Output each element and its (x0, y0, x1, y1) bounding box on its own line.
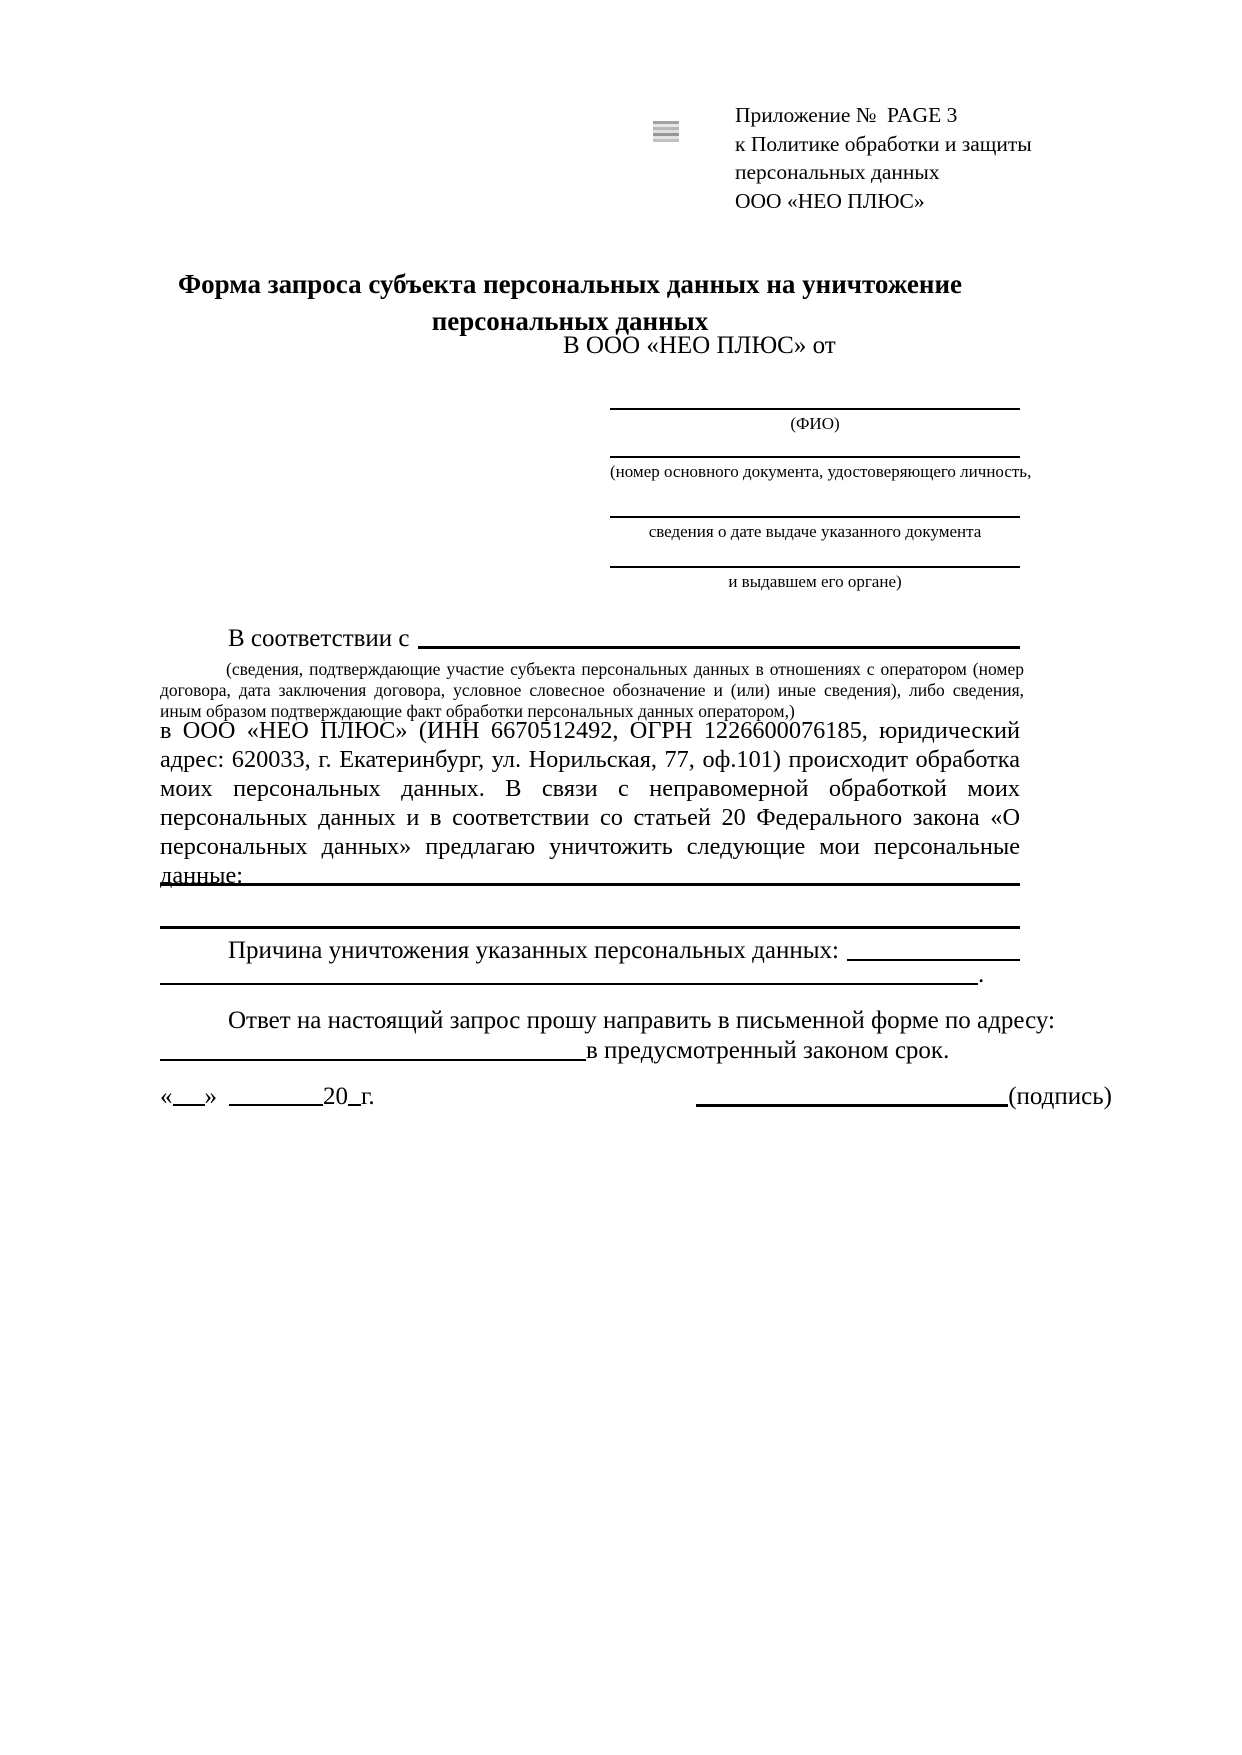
header-line-policy: к Политике обработки и защиты (735, 131, 1032, 156)
document-title (140, 266, 1000, 340)
embedded-object-artifact (653, 121, 679, 142)
date-year-suffix: г. (361, 1083, 375, 1110)
issue-date-caption: сведения о дате выдаче указанного документа (648, 522, 982, 541)
signature-group (696, 1082, 1112, 1112)
response-request-line: Ответ на настоящий запрос прошу направить в письменной форме по адресу: (228, 1007, 1055, 1034)
document-number-field (610, 456, 1032, 482)
document-number-caption: (номер основного документа, удостоверяющего личность, (610, 462, 1032, 481)
signature-blank-line (696, 1104, 1008, 1107)
date-signature-row (160, 1082, 1112, 1112)
accordance-blank-line (418, 646, 1020, 649)
header-line-appendix: Приложение № PAGE 3 (735, 103, 958, 127)
signature-caption: (подпись) (1008, 1083, 1112, 1110)
date-year-blank-line (348, 1104, 361, 1106)
issuing-authority-field (610, 566, 1020, 592)
response-address-row (160, 1036, 1020, 1066)
personal-data-blank-line-2 (160, 926, 1020, 929)
header-note (735, 101, 1035, 215)
header-line-personal-data: персональных данных (735, 160, 940, 184)
date-day-blank-line (173, 1104, 205, 1106)
reason-label: Причина уничтожения указанных персональных данных: (228, 937, 839, 964)
line-terminator-period: . (978, 961, 985, 988)
reason-row (160, 936, 1020, 966)
issue-date-field (610, 516, 1020, 542)
title-line-2: персональных данных (431, 306, 709, 336)
date-month-blank-line (229, 1104, 323, 1106)
addressee-line: В ООО «НЕО ПЛЮС» от (563, 332, 836, 359)
date-year-prefix: 20 (323, 1083, 348, 1110)
reason-blank-line (847, 959, 1020, 961)
header-line-company: ООО «НЕО ПЛЮС» (735, 188, 925, 213)
accordance-lead: В соответствии с (228, 625, 410, 652)
reason-continuation-blank-line (160, 983, 978, 985)
date-quote-open: « (160, 1083, 173, 1110)
fio-field (610, 408, 1020, 434)
date-quote-close: » (204, 1083, 217, 1110)
accordance-row (160, 624, 1020, 654)
accordance-note: (сведения, подтверждающие участие субъекта персональных данных в отношениях с оператором (номер договора, дата заключения договора, условное словесное обозначение и (или) иные сведения), либо сведения, иным образом подтверждающие факт обработки персональных данных оператором,) (160, 659, 1024, 721)
personal-data-blank-line-1 (160, 883, 1020, 886)
fio-caption: (ФИО) (790, 414, 840, 433)
body-paragraph: в ООО «НЕО ПЛЮС» (ИНН 6670512492, ОГРН 1226600076185, юридический адрес: 620033, г. Екатеринбург, ул. Норильская, 77, оф.101) происходит обработка моих персональных данных. В связи с неправомерной обработкой моих персональных данных и в соответствии со статьей 20 Федерального закона «О персональных данных» предлагаю уничтожить следующие мои персональные данные: (160, 717, 1020, 889)
reason-continuation-row (160, 961, 1020, 990)
response-address-blank-line (160, 1059, 586, 1061)
issuing-authority-caption: и выдавшем его органе) (728, 572, 902, 591)
response-line-suffix: в предусмотренный законом срок. (586, 1037, 950, 1064)
date-group (160, 1082, 375, 1112)
title-line-1: Форма запроса субъекта персональных данных на уничтожение (177, 269, 963, 299)
